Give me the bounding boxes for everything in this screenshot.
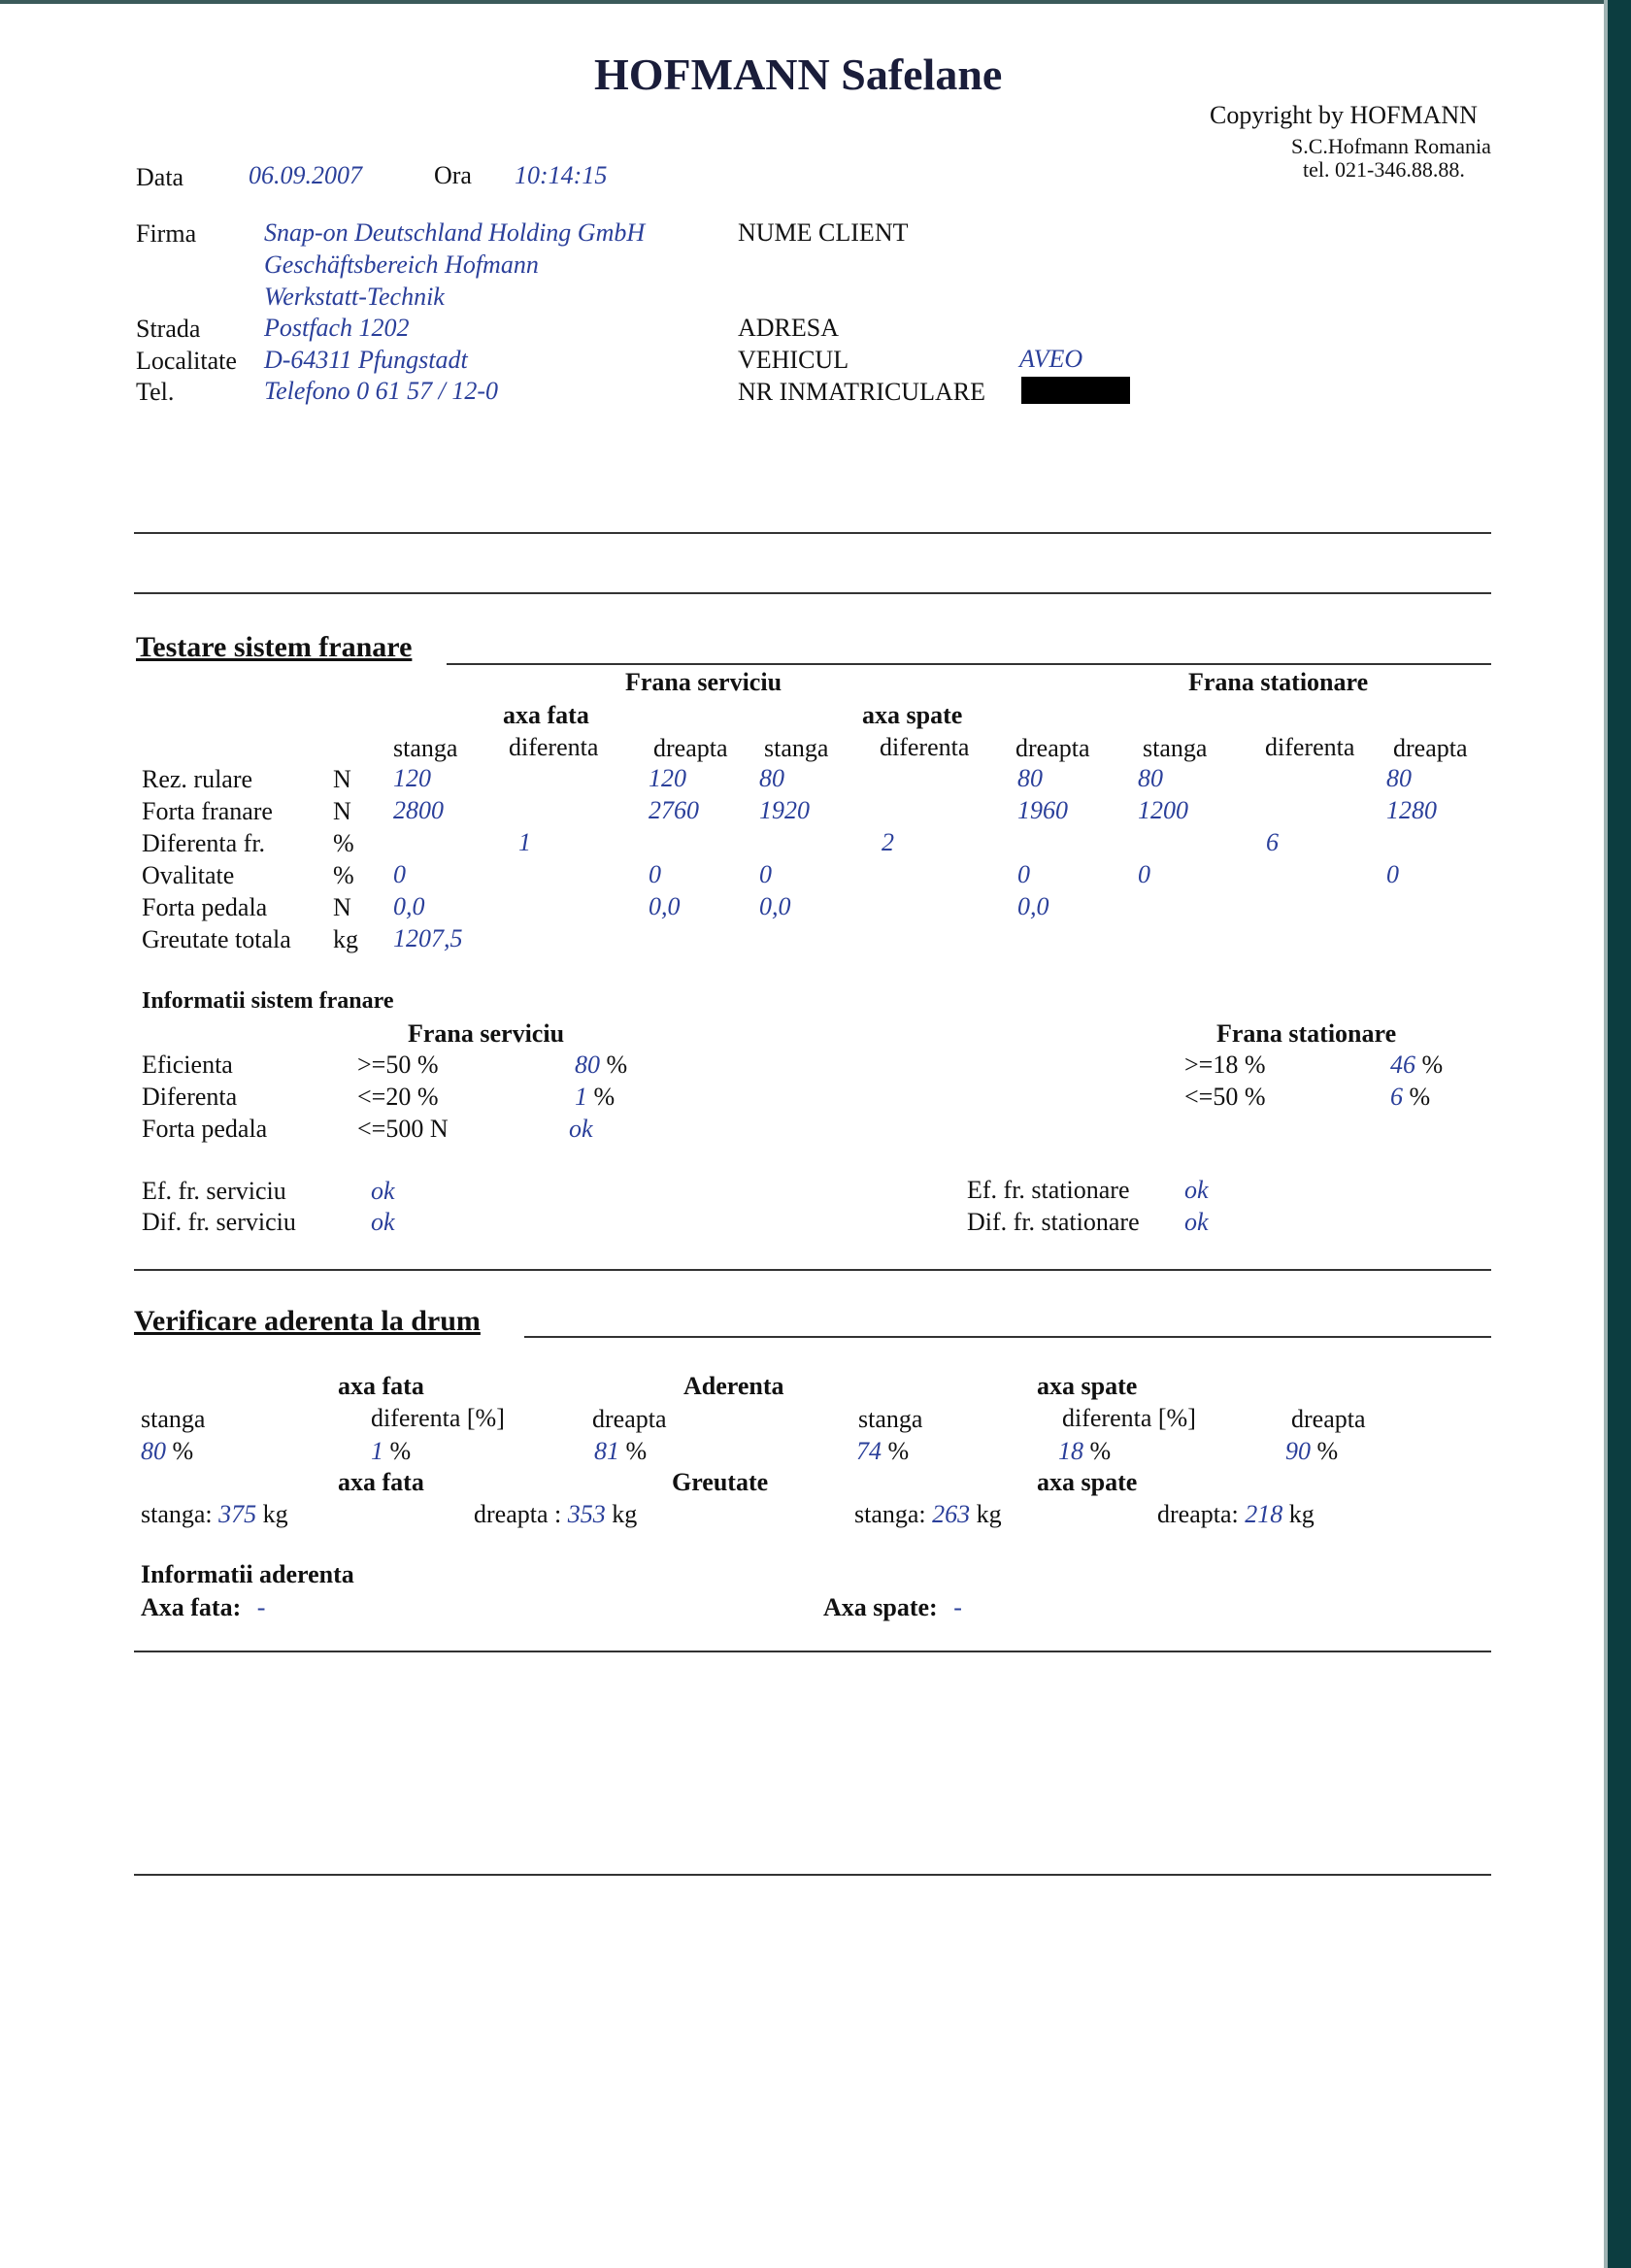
brake-cell-ss: 80 bbox=[759, 764, 784, 792]
col-header-spate-stanga: stanga bbox=[764, 734, 829, 762]
copyright-company: S.C.Hofmann Romania bbox=[1291, 134, 1491, 158]
adh-rear-diferenta-label: diferenta [%] bbox=[1062, 1404, 1196, 1432]
brake-info-stationare-header: Frana stationare bbox=[1216, 1019, 1397, 1048]
ef-stat-label: Ef. fr. stationare bbox=[967, 1176, 1130, 1204]
w-front-left-label: stanga: bbox=[141, 1500, 213, 1528]
greutate-header: Greutate bbox=[672, 1468, 769, 1496]
adh-front-stanga-label: stanga bbox=[141, 1405, 206, 1433]
w-front-right-kg: kg bbox=[612, 1500, 638, 1528]
w-rear-left-kg: kg bbox=[976, 1500, 1002, 1528]
scan-edge-right bbox=[1608, 0, 1631, 2268]
col-header-stat-diferenta: diferenta bbox=[1265, 733, 1355, 761]
w-rear-right-value: 218 bbox=[1245, 1500, 1283, 1528]
divider-5 bbox=[134, 1874, 1491, 1876]
adh-front-dreapta-label: dreapta bbox=[592, 1405, 667, 1433]
axa-spate-info-value: - bbox=[953, 1593, 962, 1621]
dif-stat-value: ok bbox=[1184, 1208, 1209, 1236]
adh-front-right-value: 81 bbox=[594, 1437, 619, 1465]
adh-rear-right-value: 90 bbox=[1285, 1437, 1311, 1465]
adh-rear-dreapta-label: dreapta bbox=[1291, 1405, 1366, 1433]
brake-info-serviciu-header: Frana serviciu bbox=[408, 1019, 565, 1048]
adhesion-title: Verificare aderenta la drum bbox=[134, 1305, 481, 1337]
scan-edge-top bbox=[0, 0, 1631, 4]
brake-cell-fr: 120 bbox=[649, 764, 686, 792]
strada-value: Postfach 1202 bbox=[264, 314, 410, 342]
axa-spate-info-label: Axa spate: bbox=[823, 1593, 938, 1621]
brake-cell-fr: 2760 bbox=[649, 796, 699, 824]
brake-cell-fs: 1207,5 bbox=[393, 924, 463, 952]
col-header-stat-dreapta: dreapta bbox=[1393, 734, 1468, 762]
brake-cell-fd: 1 bbox=[518, 828, 531, 856]
firma-line-2: Geschäftsbereich Hofmann bbox=[264, 250, 539, 279]
adh-rear-left-value: 74 bbox=[856, 1437, 882, 1465]
col-header-fata-diferenta: diferenta bbox=[509, 733, 599, 761]
stat-diferenta-value: 6 bbox=[1390, 1083, 1403, 1111]
serv-eficienta-limit: >=50 % bbox=[357, 1051, 439, 1079]
col-header-spate-dreapta: dreapta bbox=[1015, 734, 1090, 762]
brake-row-label: Rez. rulare bbox=[142, 765, 253, 793]
axa-fata-info-value: - bbox=[256, 1593, 266, 1621]
adh-front-left-value: 80 bbox=[141, 1437, 166, 1465]
brake-cell-fr: 0,0 bbox=[649, 892, 681, 920]
brake-cell-fs: 120 bbox=[393, 764, 431, 792]
greutate-axa-fata-header: axa fata bbox=[338, 1468, 424, 1496]
brake-cell-ps: 0 bbox=[1138, 860, 1150, 888]
frana-stationare-header: Frana stationare bbox=[1188, 668, 1369, 696]
brake-test-title-rule bbox=[447, 663, 1491, 665]
tel-value: Telefono 0 61 57 / 12-0 bbox=[264, 377, 498, 405]
brake-row-label: Greutate totala bbox=[142, 925, 291, 953]
ora-label: Ora bbox=[434, 161, 472, 189]
vehicul-label: VEHICUL bbox=[738, 346, 849, 374]
brake-cell-pr: 0 bbox=[1386, 860, 1399, 888]
adh-rear-diff-value: 18 bbox=[1058, 1437, 1083, 1465]
brake-row-label: Forta franare bbox=[142, 797, 273, 825]
firma-line-1: Snap-on Deutschland Holding GmbH bbox=[264, 218, 646, 247]
ef-serv-label: Ef. fr. serviciu bbox=[142, 1177, 286, 1205]
adhesion-info-title: Informatii aderenta bbox=[141, 1560, 354, 1588]
col-header-fata-dreapta: dreapta bbox=[653, 734, 728, 762]
brake-row-label: Forta pedala bbox=[142, 893, 268, 921]
w-rear-left-label: stanga: bbox=[854, 1500, 926, 1528]
strada-label: Strada bbox=[136, 315, 201, 343]
dif-serv-label: Dif. fr. serviciu bbox=[142, 1208, 296, 1236]
ef-serv-value: ok bbox=[371, 1177, 395, 1205]
w-rear-right-label: dreapta: bbox=[1157, 1500, 1239, 1528]
w-front-right-label: dreapta : bbox=[474, 1500, 562, 1528]
brake-row-label: Diferenta fr. bbox=[142, 829, 266, 857]
w-front-right-value: 353 bbox=[567, 1500, 606, 1528]
brake-cell-pr: 1280 bbox=[1386, 796, 1437, 824]
data-value: 06.09.2007 bbox=[249, 161, 362, 189]
adh-axa-spate-header: axa spate bbox=[1037, 1372, 1138, 1400]
forta-pedala-label: Forta pedala bbox=[142, 1115, 268, 1143]
firma-line-3: Werkstatt-Technik bbox=[264, 283, 445, 311]
adh-rear-diff-pct: % bbox=[1089, 1437, 1112, 1465]
brake-cell-ss: 0,0 bbox=[759, 892, 791, 920]
stat-eficienta-limit: >=18 % bbox=[1184, 1051, 1266, 1079]
brake-cell-sr: 1960 bbox=[1017, 796, 1068, 824]
nume-client-label: NUME CLIENT bbox=[738, 218, 909, 247]
col-header-fata-stanga: stanga bbox=[393, 734, 458, 762]
data-label: Data bbox=[136, 163, 184, 191]
redacted-plate bbox=[1021, 377, 1130, 404]
brake-row-unit: % bbox=[333, 829, 354, 857]
aderenta-header: Aderenta bbox=[683, 1372, 784, 1400]
adh-rear-left-pct: % bbox=[887, 1437, 910, 1465]
brake-row-unit: N bbox=[333, 893, 351, 921]
serv-eficienta-pct: % bbox=[606, 1051, 628, 1079]
w-front-left-kg: kg bbox=[262, 1500, 288, 1528]
divider-3 bbox=[134, 1269, 1491, 1271]
axa-fata-info-label: Axa fata: bbox=[141, 1593, 242, 1621]
serv-eficienta-value: 80 bbox=[575, 1051, 600, 1079]
w-rear-right-kg: kg bbox=[1288, 1500, 1315, 1528]
brake-cell-ps: 1200 bbox=[1138, 796, 1188, 824]
brake-cell-fs: 0,0 bbox=[393, 892, 425, 920]
brake-cell-fr: 0 bbox=[649, 860, 661, 888]
brake-info-title: Informatii sistem franare bbox=[142, 988, 394, 1014]
vehicul-value: AVEO bbox=[1019, 345, 1083, 373]
adh-rear-stanga-label: stanga bbox=[858, 1405, 923, 1433]
serv-diferenta-pct: % bbox=[593, 1083, 616, 1111]
copyright-line: Copyright by HOFMANN bbox=[1210, 101, 1478, 129]
brake-test-title: Testare sistem franare bbox=[136, 631, 413, 663]
ora-value: 10:14:15 bbox=[515, 161, 608, 189]
stat-eficienta-pct: % bbox=[1421, 1051, 1444, 1079]
brake-cell-sr: 0 bbox=[1017, 860, 1030, 888]
brake-cell-fs: 2800 bbox=[393, 796, 444, 824]
brake-cell-ps: 80 bbox=[1138, 764, 1163, 792]
dif-serv-value: ok bbox=[371, 1208, 395, 1236]
eficienta-label: Eficienta bbox=[142, 1051, 233, 1079]
tel-label: Tel. bbox=[136, 378, 175, 406]
brake-row-label: Ovalitate bbox=[142, 861, 235, 889]
stat-diferenta-limit: <=50 % bbox=[1184, 1083, 1266, 1111]
brake-row-unit: % bbox=[333, 861, 354, 889]
brake-cell-sd: 2 bbox=[882, 828, 894, 856]
brake-cell-sr: 80 bbox=[1017, 764, 1043, 792]
serv-forta-pedala-value: ok bbox=[569, 1115, 593, 1143]
adh-front-diff-pct: % bbox=[389, 1437, 412, 1465]
divider-2 bbox=[134, 592, 1491, 594]
adresa-label: ADRESA bbox=[738, 314, 840, 342]
ef-stat-value: ok bbox=[1184, 1176, 1209, 1204]
axa-spate-header: axa spate bbox=[862, 701, 963, 729]
brake-row-unit: kg bbox=[333, 925, 358, 953]
adhesion-title-rule bbox=[524, 1336, 1491, 1338]
w-front-left-value: 375 bbox=[218, 1500, 257, 1528]
greutate-axa-spate-header: axa spate bbox=[1037, 1468, 1138, 1496]
localitate-value: D-64311 Pfungstadt bbox=[264, 346, 468, 374]
adh-front-right-pct: % bbox=[625, 1437, 648, 1465]
brake-cell-fs: 0 bbox=[393, 860, 406, 888]
divider-4 bbox=[134, 1651, 1491, 1652]
nr-inmatriculare-label: NR INMATRICULARE bbox=[738, 378, 985, 406]
frana-serviciu-header: Frana serviciu bbox=[625, 668, 782, 696]
brake-row-unit: N bbox=[333, 765, 351, 793]
stat-eficienta-value: 46 bbox=[1390, 1051, 1415, 1079]
col-header-stat-stanga: stanga bbox=[1143, 734, 1208, 762]
document-title: HOFMANN Safelane bbox=[594, 50, 1003, 99]
adh-front-diff-value: 1 bbox=[371, 1437, 383, 1465]
brake-cell-ss: 0 bbox=[759, 860, 772, 888]
brake-cell-ss: 1920 bbox=[759, 796, 810, 824]
brake-cell-pr: 80 bbox=[1386, 764, 1412, 792]
stat-diferenta-pct: % bbox=[1409, 1083, 1431, 1111]
adh-front-diferenta-label: diferenta [%] bbox=[371, 1404, 505, 1432]
adh-rear-right-pct: % bbox=[1316, 1437, 1339, 1465]
copyright-tel: tel. 021-346.88.88. bbox=[1303, 157, 1465, 182]
firma-label: Firma bbox=[136, 219, 197, 248]
adh-axa-fata-header: axa fata bbox=[338, 1372, 424, 1400]
localitate-label: Localitate bbox=[136, 347, 237, 375]
adh-front-left-pct: % bbox=[172, 1437, 194, 1465]
brake-cell-pd: 6 bbox=[1266, 828, 1279, 856]
serv-forta-pedala-limit: <=500 N bbox=[357, 1115, 449, 1143]
brake-row-unit: N bbox=[333, 797, 351, 825]
divider-1 bbox=[134, 532, 1491, 534]
brake-cell-sr: 0,0 bbox=[1017, 892, 1049, 920]
w-rear-left-value: 263 bbox=[932, 1500, 971, 1528]
col-header-spate-diferenta: diferenta bbox=[880, 733, 970, 761]
axa-fata-header: axa fata bbox=[503, 701, 589, 729]
serv-diferenta-limit: <=20 % bbox=[357, 1083, 439, 1111]
diferenta-label: Diferenta bbox=[142, 1083, 238, 1111]
dif-stat-label: Dif. fr. stationare bbox=[967, 1208, 1140, 1236]
serv-diferenta-value: 1 bbox=[575, 1083, 587, 1111]
